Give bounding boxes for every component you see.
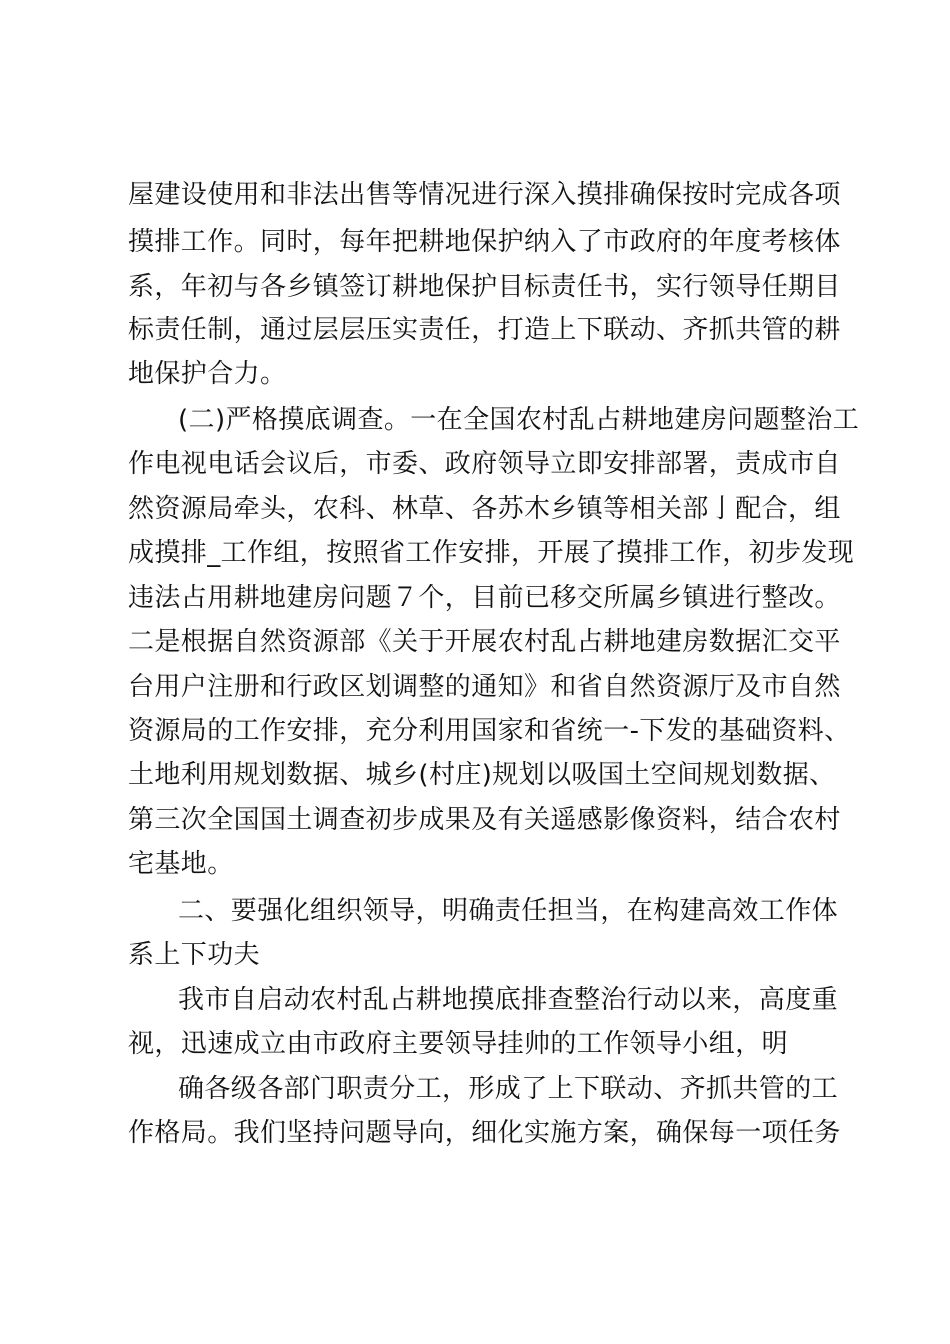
text-line: 第三次全国国土调查初步成果及有关遥感影像资料，结合农村 (128, 805, 841, 835)
text-line: 宅基地。 (128, 849, 234, 879)
text-line: 违法占用耕地建房问题７个，目前已移交所属乡镇进行整改。 (128, 583, 841, 613)
section-heading: 二、要强化组织领导，明确责任担当，在构建高效工作体 (178, 896, 839, 926)
text-line: 二是根据自然资源部《关于开展农村乱占耕地建房数据汇交平 (128, 627, 841, 657)
text-line: 地保护合力。 (128, 359, 287, 389)
text-line: 然资源局牵头，农科、林草、各苏木乡镇等相关部亅配合，组 (128, 494, 841, 524)
section-heading-continued: 系上下功夫 (128, 940, 261, 970)
text-line: 土地利用规划数据、城乡(村庄)规划以吸国土空间规划数据、 (128, 760, 836, 790)
text-line: 系，年初与各乡镇签订耕地保护目标责任书，实行领导任期目 (128, 272, 841, 302)
text-line: 视，迅速成立由市政府主要领导挂帅的工作领导小组，明 (128, 1029, 789, 1059)
text-line: 标责任制，通过层层压实责任，打造上下联动、齐抓共管的耕 (128, 315, 841, 345)
text-line: 屋建设使用和非法出售等情况进行深入摸排确保按时完成各项 (128, 180, 841, 210)
text-line: 摸排工作。同时，每年把耕地保护纳入了市政府的年度考核体 (128, 227, 841, 257)
paragraph-start: 我市自启动农村乱占耕地摸底排查整治行动以来，高度重 (178, 985, 839, 1015)
text-line: 成摸排_工作组，按照省工作安排，开展了摸排工作，初步发现 (128, 538, 855, 568)
paragraph-start: (二)严格摸底调查。一在全国农村乱占耕地建房问题整治工 (178, 405, 860, 435)
text-line: 台用户注册和行政区划调整的通知》和省自然资源厅及市自然 (128, 672, 841, 702)
text-line: 资源局的工作安排，充分利用国家和省统一-下发的基础资料、 (128, 716, 851, 746)
paragraph-start: 确各级各部门职责分工，形成了上下联动、齐抓共管的工 (178, 1074, 839, 1104)
text-line: 作格局。我们坚持问题导向，细化实施方案，确保每一项任务 (128, 1118, 841, 1148)
text-line: 作电视电话会议后，市委、政府领导立即安排部署，责成市自 (128, 449, 841, 479)
